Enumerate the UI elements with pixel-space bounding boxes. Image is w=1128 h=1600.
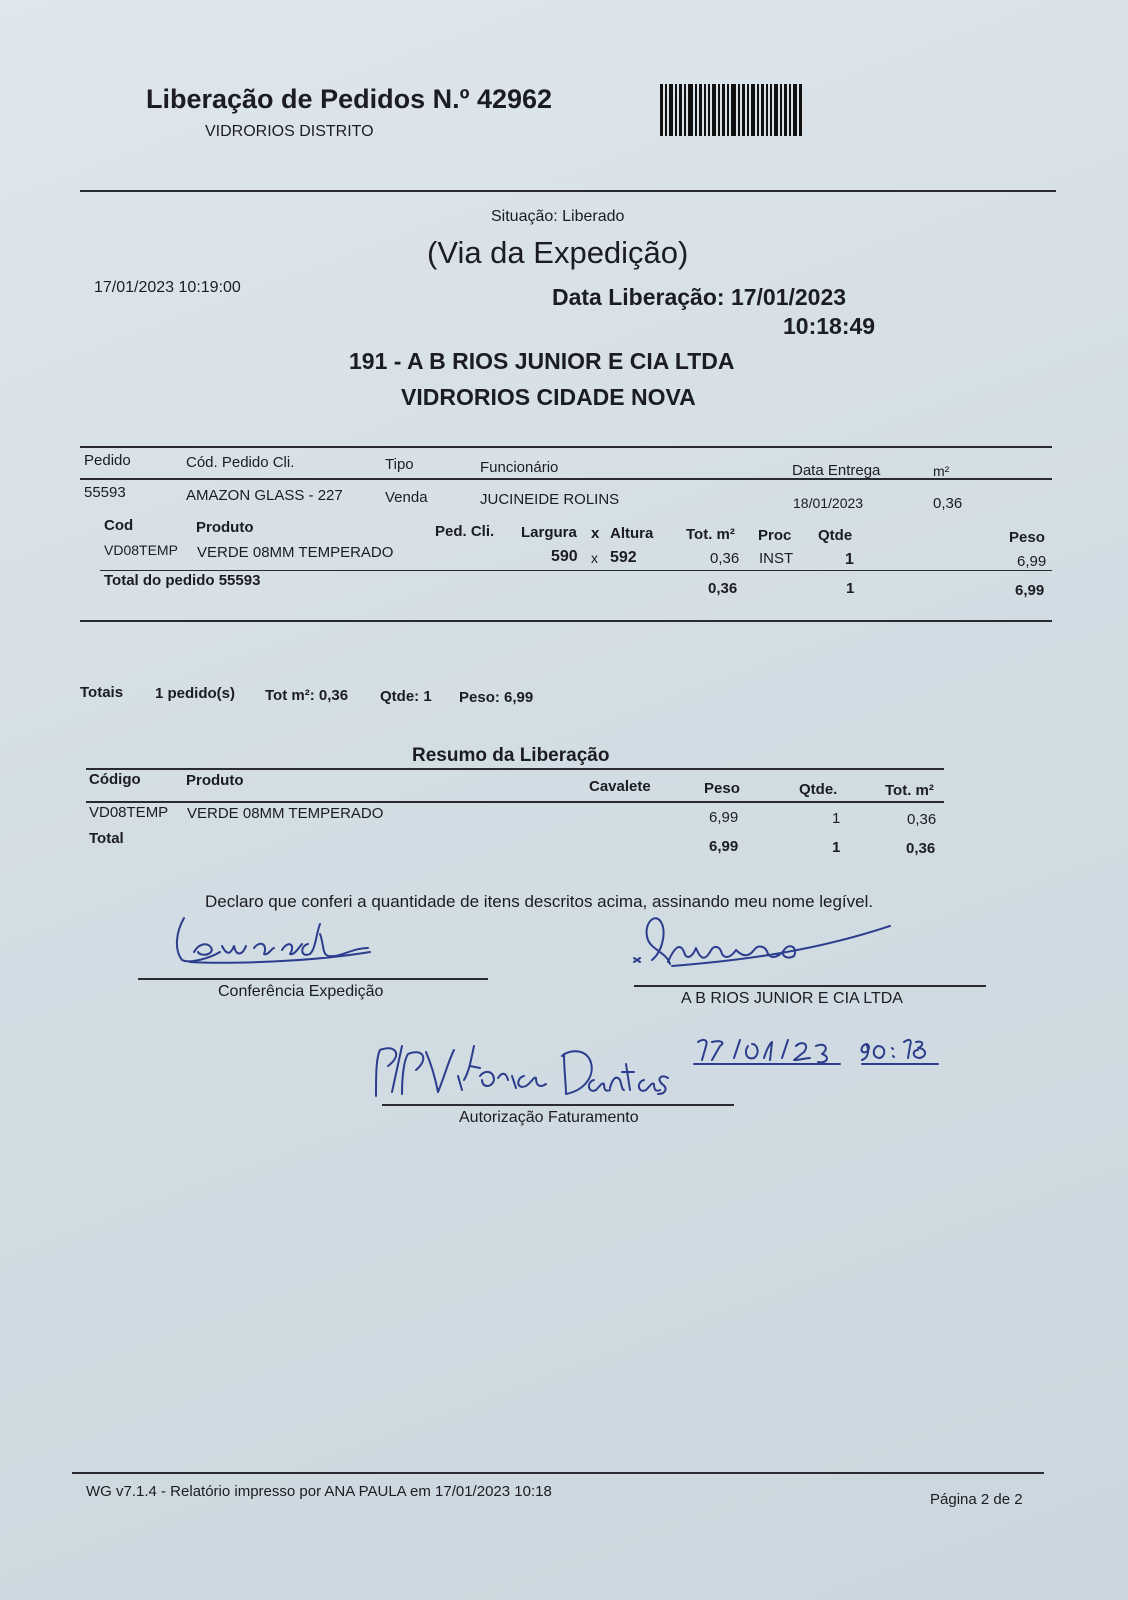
printed-by: WG v7.1.4 - Relatório impresso por ANA PAULA em 17/01/2023 10:18 — [86, 1483, 552, 1500]
order-total-peso: 6,99 — [1015, 582, 1045, 599]
col-header-m2: m² — [933, 463, 950, 479]
order-tipo: Venda — [385, 489, 428, 506]
item-qtde: 1 — [845, 551, 854, 568]
autorizacao-signature — [370, 1036, 700, 1106]
resumo-tot-m2: 0,36 — [907, 811, 937, 828]
order-cod-pedido-cli: AMAZON GLASS - 227 — [186, 487, 343, 504]
item-proc: INST — [759, 550, 794, 567]
item-total-line — [100, 570, 1052, 571]
resumo-total-peso: 6,99 — [709, 838, 739, 855]
totais-qtde: Qtde: 1 — [380, 688, 432, 705]
conferencia-signature — [170, 912, 390, 972]
resumo-total-qtde: 1 — [832, 839, 841, 856]
resumo-header-produto: Produto — [186, 772, 244, 789]
item-header-tot-m2: Tot. m² — [686, 526, 735, 543]
item-largura: 590 — [551, 548, 578, 565]
resumo-top-line — [86, 768, 944, 770]
resumo-title: Resumo da Liberação — [412, 745, 610, 766]
col-header-funcionario: Funcionário — [480, 459, 559, 476]
client-name: 191 - A B RIOS JUNIOR E CIA LTDA — [349, 348, 735, 374]
item-header-x: x — [591, 525, 600, 542]
order-pedido: 55593 — [84, 484, 126, 501]
item-header-proc: Proc — [758, 527, 792, 544]
item-altura: 592 — [610, 549, 637, 566]
conferencia-line — [138, 978, 488, 980]
resumo-produto: VERDE 08MM TEMPERADO — [187, 805, 384, 822]
autorizacao-label: Autorização Faturamento — [459, 1109, 639, 1126]
resumo-total-tot-m2: 0,36 — [906, 840, 936, 857]
totais-pedidos: 1 pedido(s) — [155, 685, 236, 702]
order-header-line — [80, 478, 1052, 480]
conferencia-label: Conferência Expedição — [218, 983, 384, 1000]
resumo-codigo: VD08TEMP — [89, 804, 169, 821]
document-title: Liberação de Pedidos N.º 42962 — [146, 84, 553, 114]
order-m2: 0,36 — [933, 495, 963, 512]
item-header-ped-cli: Ped. Cli. — [435, 523, 495, 540]
item-header-produto: Produto — [196, 519, 254, 536]
client-signature — [628, 900, 898, 990]
situacao: Situação: Liberado — [491, 208, 625, 225]
item-header-qtde: Qtde — [818, 527, 853, 544]
col-header-pedido: Pedido — [84, 452, 131, 469]
totais-peso: Peso: 6,99 — [459, 689, 534, 706]
col-header-data-entrega: Data Entrega — [792, 462, 881, 479]
barcode — [660, 84, 832, 136]
item-header-largura: Largura — [521, 524, 577, 541]
col-header-cod-pedido-cli: Cód. Pedido Cli. — [186, 454, 295, 471]
order-total-tot-m2: 0,36 — [708, 580, 738, 597]
resumo-header-cavalete: Cavalete — [589, 778, 651, 795]
item-peso: 6,99 — [1017, 553, 1047, 570]
order-table-top-line — [80, 446, 1052, 448]
client-store: VIDRORIOS CIDADE NOVA — [401, 384, 696, 410]
resumo-header-tot-m2: Tot. m² — [885, 782, 934, 799]
resumo-peso: 6,99 — [709, 809, 739, 826]
item-cod: VD08TEMP — [104, 542, 178, 558]
item-produto: VERDE 08MM TEMPERADO — [197, 544, 394, 561]
order-funcionario: JUCINEIDE ROLINS — [480, 491, 620, 508]
hora-liberacao: 10:18:49 — [783, 313, 876, 339]
col-header-tipo: Tipo — [385, 456, 414, 473]
footer-divider — [72, 1472, 1044, 1474]
declaration-text: Declaro que conferi a quantidade de itens descritos acima, assinando meu nome legível. — [205, 892, 874, 911]
resumo-header-peso: Peso — [704, 780, 740, 797]
via-expedicao: (Via da Expedição) — [427, 235, 689, 270]
resumo-total-label: Total — [89, 830, 124, 847]
client-signature-line — [634, 985, 986, 987]
item-header-cod: Cod — [104, 517, 134, 534]
order-total-label: Total do pedido 55593 — [104, 572, 261, 589]
print-timestamp: 17/01/2023 10:19:00 — [94, 279, 241, 296]
item-header-altura: Altura — [610, 525, 654, 542]
header-divider — [80, 190, 1056, 192]
company-name: VIDRORIOS DISTRITO — [205, 123, 374, 140]
totais-tot-m2: Tot m²: 0,36 — [265, 687, 349, 704]
totais-label: Totais — [80, 684, 124, 701]
autorizacao-line — [382, 1104, 734, 1106]
order-table-bottom-line — [80, 620, 1052, 622]
page-number: Página 2 de 2 — [930, 1491, 1023, 1508]
item-x: x — [591, 550, 598, 566]
item-header-peso: Peso — [1009, 529, 1045, 546]
client-signature-label: A B RIOS JUNIOR E CIA LTDA — [681, 990, 903, 1007]
resumo-qtde: 1 — [832, 810, 841, 827]
order-total-qtde: 1 — [846, 580, 855, 597]
resumo-header-qtde: Qtde. — [799, 781, 838, 798]
resumo-header-codigo: Código — [89, 771, 141, 788]
data-liberacao: Data Liberação: 17/01/2023 — [552, 284, 847, 310]
handwritten-date-time — [690, 1030, 950, 1070]
item-tot-m2: 0,36 — [710, 550, 740, 567]
resumo-header-line — [86, 801, 944, 803]
order-data-entrega: 18/01/2023 — [793, 495, 864, 511]
